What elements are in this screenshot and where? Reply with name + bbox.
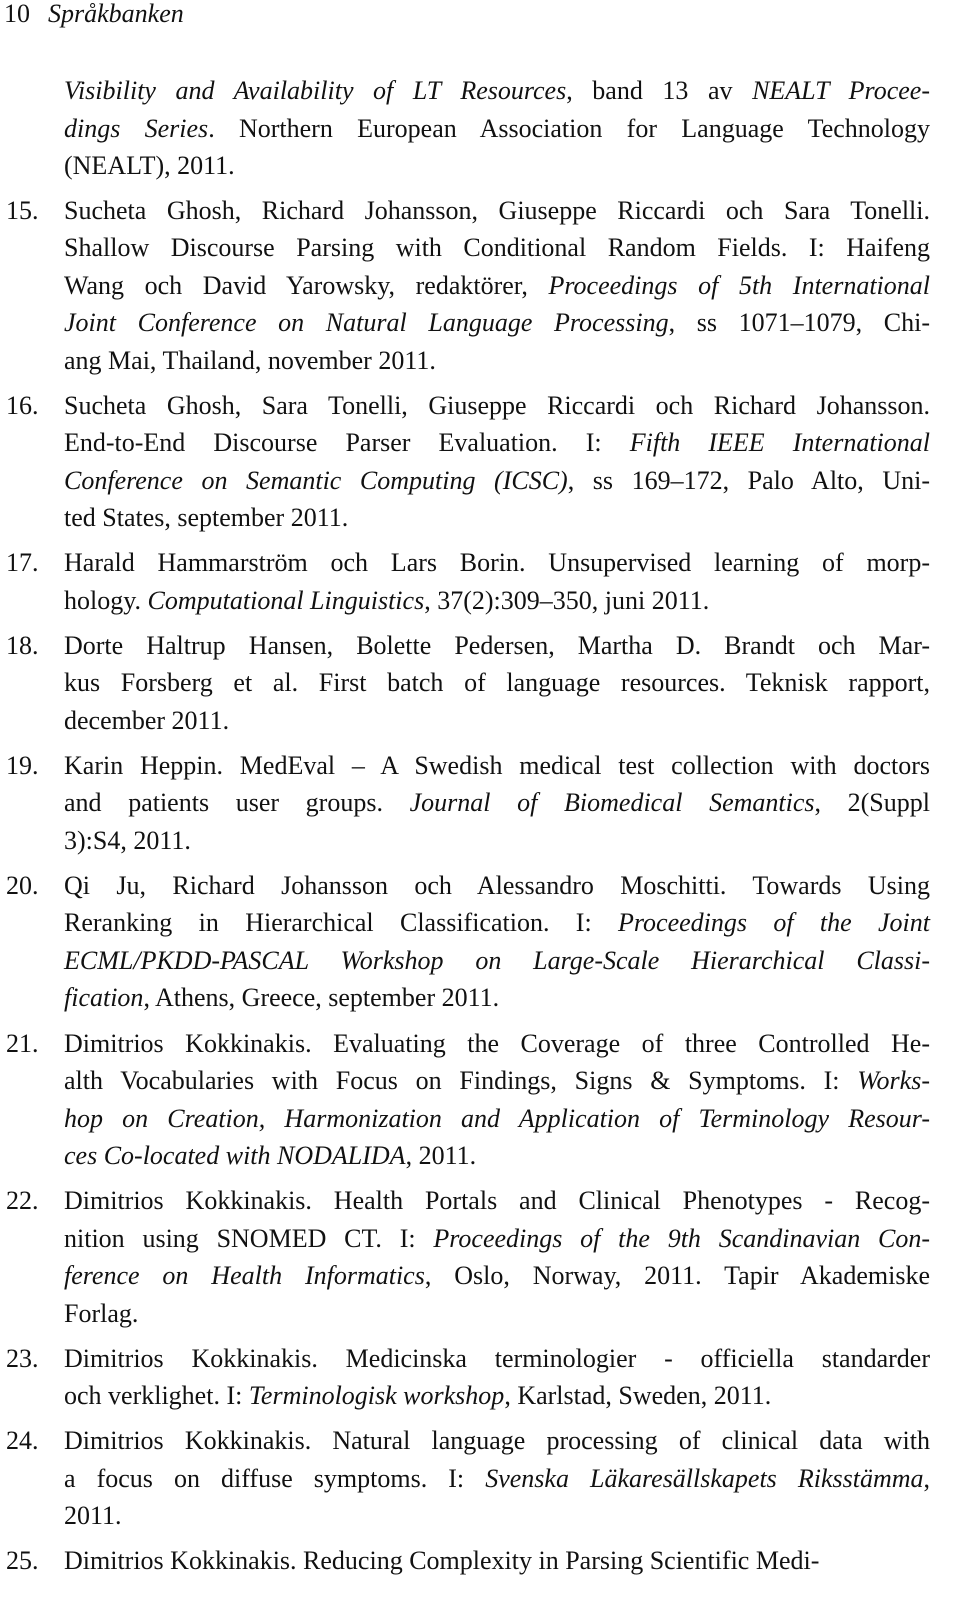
text-segment: 3):S4, 2011. xyxy=(64,825,191,855)
reference-line xyxy=(64,747,930,785)
italic-text: NEALT Procee- xyxy=(752,76,930,105)
text-segment: Dimitrios Kokkinakis. Reducing Complexity in Parsing Scientific Medi- xyxy=(64,1546,820,1576)
text-segment: Dimitrios Kokkinakis. Natural language processing of clinical data with xyxy=(64,1426,930,1456)
reference-line xyxy=(64,1295,930,1333)
reference-line xyxy=(64,942,930,980)
reference-entry xyxy=(0,867,930,1017)
text-segment: Dimitrios Kokkinakis. Health Portals and Clinical Phenotypes - Recog- xyxy=(64,1186,930,1216)
text-segment: kus Forsberg et al. First batch of language resources. Teknisk rapport, xyxy=(64,668,930,698)
text-segment: nition using SNOMED CT. I: xyxy=(64,1223,434,1253)
text-segment: Shallow Discourse Parsing with Conditional Random Fields. I: Haifeng xyxy=(64,233,930,262)
text-segment: a focus on diffuse symptoms. I: xyxy=(64,1463,486,1493)
reference-number: 25. xyxy=(6,1546,39,1576)
italic-text: Fifth IEEE International xyxy=(629,428,930,458)
reference-line xyxy=(64,1542,930,1580)
reference-number: 16. xyxy=(6,390,39,420)
reference-line xyxy=(64,1460,930,1498)
text-segment: Reranking in Hierarchical Classification. I: xyxy=(64,908,619,938)
italic-text: Computational Linguistics xyxy=(147,585,425,615)
reference-entry xyxy=(0,1025,930,1175)
text-segment: ang Mai, Thailand, november 2011. xyxy=(64,345,436,375)
text-segment: Forlag. xyxy=(64,1298,139,1328)
reference-line xyxy=(64,1182,930,1220)
text-segment: Karin Heppin. MedEval – A Swedish medical test collection with doctors xyxy=(64,750,930,780)
italic-text: fication xyxy=(64,983,144,1013)
text-segment: Harald Hammarström och Lars Borin. Unsupervised learning of morp- xyxy=(64,548,930,578)
reference-line xyxy=(64,627,930,665)
text-segment: , Oslo, Norway, 2011. Tapir Akademiske xyxy=(424,1261,930,1291)
italic-text: Svenska Läkaresällskapets Riksstämma xyxy=(485,1463,924,1493)
reference-line xyxy=(64,72,930,110)
text-segment: , xyxy=(923,1463,931,1493)
reference-line xyxy=(64,147,930,185)
reference-number: 23. xyxy=(6,1343,39,1373)
reference-line xyxy=(64,267,930,305)
reference-entry xyxy=(0,1340,930,1415)
reference-line xyxy=(64,702,930,740)
text-segment: december 2011. xyxy=(64,705,230,735)
reference-line xyxy=(64,1422,930,1460)
text-segment: , ss 1071–1079, Chi- xyxy=(668,308,930,337)
reference-line xyxy=(64,110,930,148)
text-segment: ted States, september 2011. xyxy=(64,503,349,533)
text-segment: , 2(Suppl xyxy=(814,788,930,818)
reference-line xyxy=(64,1377,930,1415)
text-segment: Qi Ju, Richard Johansson och Alessandro Moschitti. Towards Using xyxy=(64,870,930,900)
reference-number: 15. xyxy=(6,195,39,225)
text-segment: , Karlstad, Sweden, 2011. xyxy=(504,1381,772,1411)
reference-line xyxy=(64,582,930,620)
reference-line xyxy=(64,192,930,230)
italic-text: hop on Creation, Harmonization and Application of Terminology Resour- xyxy=(64,1103,930,1133)
reference-line xyxy=(64,1257,930,1295)
italic-text: Journal of Biomedical Semantics xyxy=(409,788,815,818)
reference-entry-continuation xyxy=(0,72,930,185)
italic-text: Terminologisk workshop xyxy=(248,1381,505,1411)
italic-text: Proceedings of the 9th Scandinavian Con- xyxy=(433,1223,930,1253)
reference-line xyxy=(64,664,930,702)
text-segment: alth Vocabularies with Focus on Findings, Signs & Symptoms. I: xyxy=(64,1066,858,1096)
text-segment: , 37(2):309–350, juni 2011. xyxy=(424,585,710,615)
reference-entry xyxy=(0,387,930,537)
reference-line xyxy=(64,1062,930,1100)
page-number: 10 xyxy=(4,0,30,28)
running-header xyxy=(4,0,184,30)
italic-text: ference on Health Informatics xyxy=(64,1261,425,1291)
italic-text: dings Series xyxy=(64,113,209,143)
reference-entry xyxy=(0,544,930,619)
reference-entry xyxy=(0,192,930,380)
reference-number: 22. xyxy=(6,1186,39,1216)
reference-line xyxy=(64,499,930,537)
text-segment: och verklighet. I: xyxy=(64,1381,249,1411)
reference-list xyxy=(0,72,960,1588)
italic-text: Proceedings of the Joint xyxy=(618,908,930,938)
reference-number: 21. xyxy=(6,1028,39,1058)
italic-text: Joint Conference on Natural Language Processing xyxy=(64,308,669,337)
text-segment: and patients user groups. xyxy=(64,788,410,818)
text-segment: Sucheta Ghosh, Sara Tonelli, Giuseppe Riccardi och Richard Johansson. xyxy=(64,390,930,420)
reference-line xyxy=(64,1497,930,1535)
reference-number: 19. xyxy=(6,750,39,780)
reference-line xyxy=(64,544,930,582)
reference-line xyxy=(64,1137,930,1175)
text-segment: Dorte Haltrup Hansen, Bolette Pedersen, Martha D. Brandt och Mar- xyxy=(64,630,930,660)
italic-text: Visibility and Availability of LT Resources xyxy=(64,76,567,105)
reference-line xyxy=(64,822,930,860)
reference-line xyxy=(64,1100,930,1138)
reference-entry xyxy=(0,627,930,740)
reference-line xyxy=(64,867,930,905)
text-segment: , 2011. xyxy=(405,1141,477,1171)
reference-line xyxy=(64,784,930,822)
text-segment: 2011. xyxy=(64,1501,122,1531)
text-segment: hology. xyxy=(64,585,148,615)
reference-entry xyxy=(0,1422,930,1535)
text-segment: End-to-End Discourse Parser Evaluation. I: xyxy=(64,428,630,458)
italic-text: Conference on Semantic Computing (ICSC) xyxy=(64,465,568,495)
reference-line xyxy=(64,1220,930,1258)
reference-number: 17. xyxy=(6,548,39,578)
reference-number: 24. xyxy=(6,1426,39,1456)
italic-text: ces Co-located with NODALIDA xyxy=(64,1141,406,1171)
text-segment: Wang och David Yarowsky, redaktörer, xyxy=(64,270,549,300)
reference-entry xyxy=(0,1542,930,1580)
text-segment: Dimitrios Kokkinakis. Medicinska terminologier - officiella standarder xyxy=(64,1343,930,1373)
reference-number: 20. xyxy=(6,870,39,900)
text-segment: . Northern European Association for Language Technology xyxy=(208,113,930,143)
reference-line xyxy=(64,1340,930,1378)
reference-entry xyxy=(0,1182,930,1332)
running-title: Språkbanken xyxy=(48,0,184,28)
text-segment: (NEALT), 2011. xyxy=(64,151,235,180)
reference-line xyxy=(64,462,930,500)
reference-line xyxy=(64,979,930,1017)
italic-text: Proceedings of 5th International xyxy=(548,270,930,300)
reference-entry xyxy=(0,747,930,860)
reference-number: 18. xyxy=(6,630,39,660)
reference-line xyxy=(64,1025,930,1063)
reference-line xyxy=(64,342,930,380)
italic-text: Works- xyxy=(857,1066,930,1096)
reference-line xyxy=(64,304,930,342)
text-segment: , ss 169–172, Palo Alto, Uni- xyxy=(567,465,930,495)
reference-line xyxy=(64,424,930,462)
reference-line xyxy=(64,387,930,425)
reference-line xyxy=(64,904,930,942)
text-segment: , band 13 av xyxy=(566,76,753,105)
reference-line xyxy=(64,229,930,267)
italic-text: ECML/PKDD-PASCAL Workshop on Large-Scale Hierarchical Classi- xyxy=(64,945,930,975)
text-segment: Dimitrios Kokkinakis. Evaluating the Coverage of three Controlled He- xyxy=(64,1028,930,1058)
text-segment: Sucheta Ghosh, Richard Johansson, Giuseppe Riccardi och Sara Tonelli. xyxy=(64,195,930,225)
text-segment: , Athens, Greece, september 2011. xyxy=(143,983,500,1013)
